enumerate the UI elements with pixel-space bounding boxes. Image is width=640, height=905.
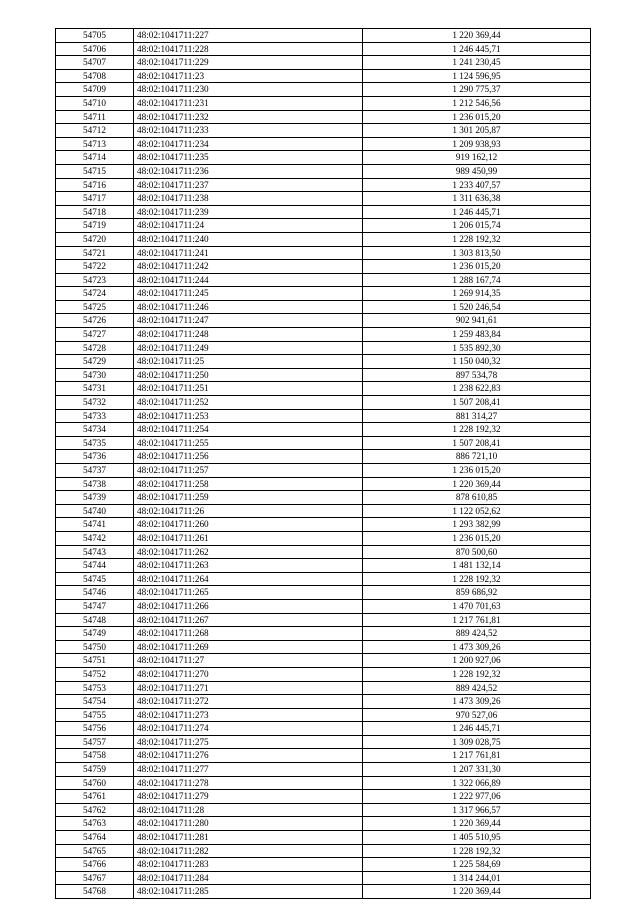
cadastral-number-cell: 48:02:1041711:280 (134, 817, 363, 831)
cadastral-value-cell: 1 228 192,32 (363, 844, 591, 858)
row-number-cell: 54708 (56, 69, 134, 83)
cadastral-number-cell: 48:02:1041711:239 (134, 205, 363, 219)
cadastral-value-cell: 1 535 892,30 (363, 341, 591, 355)
cadastral-value-cell: 1 236 015,20 (363, 260, 591, 274)
table-row (56, 368, 591, 382)
cadastral-number-cell: 48:02:1041711:242 (134, 260, 363, 274)
row-number-cell: 54745 (56, 572, 134, 586)
row-number-cell: 54712 (56, 124, 134, 138)
cadastral-value-cell: 1 200 927,06 (363, 654, 591, 668)
table-row (56, 667, 591, 681)
table-row (56, 110, 591, 124)
row-number-cell: 54719 (56, 219, 134, 233)
table-row (56, 885, 591, 899)
row-number-cell: 54714 (56, 151, 134, 165)
cadastral-value-cell: 1 217 761,81 (363, 613, 591, 627)
row-number-cell: 54739 (56, 491, 134, 505)
cadastral-value-cell: 1 212 546,56 (363, 96, 591, 110)
cadastral-number-cell: 48:02:1041711:265 (134, 586, 363, 600)
table-row (56, 137, 591, 151)
cadastral-number-cell: 48:02:1041711:23 (134, 69, 363, 83)
cadastral-number-cell: 48:02:1041711:244 (134, 273, 363, 287)
cadastral-value-cell: 897 534,78 (363, 368, 591, 382)
table-row (56, 436, 591, 450)
cadastral-number-cell: 48:02:1041711:254 (134, 423, 363, 437)
cadastral-value-cell: 1 220 369,44 (363, 885, 591, 899)
table-row (56, 640, 591, 654)
cadastral-number-cell: 48:02:1041711:234 (134, 137, 363, 151)
cadastral-value-cell: 886 721,10 (363, 450, 591, 464)
row-number-cell: 54744 (56, 559, 134, 573)
row-number-cell: 54754 (56, 695, 134, 709)
cadastral-number-cell: 48:02:1041711:245 (134, 287, 363, 301)
row-number-cell: 54746 (56, 586, 134, 600)
row-number-cell: 54768 (56, 885, 134, 899)
row-number-cell: 54732 (56, 396, 134, 410)
table-row (56, 409, 591, 423)
cadastral-number-cell: 48:02:1041711:236 (134, 164, 363, 178)
row-number-cell: 54727 (56, 328, 134, 342)
cadastral-number-cell: 48:02:1041711:270 (134, 667, 363, 681)
cadastral-value-cell: 1 246 445,71 (363, 42, 591, 56)
cadastral-value-cell: 1 150 040,32 (363, 355, 591, 369)
table-row (56, 627, 591, 641)
table-row (56, 328, 591, 342)
cadastral-value-cell: 1 220 369,44 (363, 29, 591, 43)
table-row (56, 790, 591, 804)
cadastral-number-cell: 48:02:1041711:227 (134, 29, 363, 43)
cadastral-value-cell: 1 288 167,74 (363, 273, 591, 287)
row-number-cell: 54737 (56, 464, 134, 478)
cadastral-value-cell: 1 259 483,84 (363, 328, 591, 342)
row-number-cell: 54707 (56, 56, 134, 70)
table-body (56, 29, 591, 899)
cadastral-number-cell: 48:02:1041711:259 (134, 491, 363, 505)
table-row (56, 382, 591, 396)
row-number-cell: 54743 (56, 545, 134, 559)
cadastral-number-cell: 48:02:1041711:279 (134, 790, 363, 804)
row-number-cell: 54756 (56, 722, 134, 736)
table-row (56, 29, 591, 43)
cadastral-value-cell: 1 233 407,57 (363, 178, 591, 192)
cadastral-number-cell: 48:02:1041711:231 (134, 96, 363, 110)
cadastral-value-cell: 1 236 015,20 (363, 110, 591, 124)
cadastral-number-cell: 48:02:1041711:260 (134, 518, 363, 532)
table-row (56, 817, 591, 831)
cadastral-value-cell: 1 207 331,30 (363, 763, 591, 777)
cadastral-value-cell: 1 220 369,44 (363, 477, 591, 491)
cadastral-value-cell: 1 228 192,32 (363, 667, 591, 681)
row-number-cell: 54736 (56, 450, 134, 464)
row-number-cell: 54726 (56, 314, 134, 328)
table-row (56, 545, 591, 559)
row-number-cell: 54733 (56, 409, 134, 423)
row-number-cell: 54734 (56, 423, 134, 437)
cadastral-number-cell: 48:02:1041711:251 (134, 382, 363, 396)
cadastral-value-cell: 1 225 584,69 (363, 858, 591, 872)
cadastral-value-cell: 1 206 015,74 (363, 219, 591, 233)
table-row (56, 450, 591, 464)
cadastral-value-cell: 1 236 015,20 (363, 464, 591, 478)
table-row (56, 477, 591, 491)
row-number-cell: 54738 (56, 477, 134, 491)
table-row (56, 341, 591, 355)
cadastral-number-cell: 48:02:1041711:273 (134, 708, 363, 722)
cadastral-value-cell: 1 470 701,63 (363, 599, 591, 613)
table-row (56, 192, 591, 206)
cadastral-value-cell: 1 269 914,35 (363, 287, 591, 301)
table-row (56, 83, 591, 97)
cadastral-number-cell: 48:02:1041711:263 (134, 559, 363, 573)
cadastral-number-cell: 48:02:1041711:249 (134, 341, 363, 355)
cadastral-value-cell: 1 228 192,32 (363, 572, 591, 586)
table-row (56, 858, 591, 872)
row-number-cell: 54767 (56, 871, 134, 885)
table-row (56, 151, 591, 165)
row-number-cell: 54728 (56, 341, 134, 355)
table-row (56, 572, 591, 586)
cadastral-number-cell: 48:02:1041711:256 (134, 450, 363, 464)
cadastral-number-cell: 48:02:1041711:28 (134, 803, 363, 817)
cadastral-value-cell: 1 290 775,37 (363, 83, 591, 97)
table-row (56, 749, 591, 763)
row-number-cell: 54747 (56, 599, 134, 613)
table-row (56, 423, 591, 437)
cadastral-value-cell: 1 507 208,41 (363, 436, 591, 450)
table-row (56, 613, 591, 627)
cadastral-number-cell: 48:02:1041711:261 (134, 531, 363, 545)
row-number-cell: 54752 (56, 667, 134, 681)
row-number-cell: 54749 (56, 627, 134, 641)
cadastral-value-cell: 1 314 244,01 (363, 871, 591, 885)
row-number-cell: 54729 (56, 355, 134, 369)
row-number-cell: 54716 (56, 178, 134, 192)
row-number-cell: 54709 (56, 83, 134, 97)
cadastral-number-cell: 48:02:1041711:274 (134, 722, 363, 736)
table-row (56, 56, 591, 70)
row-number-cell: 54713 (56, 137, 134, 151)
row-number-cell: 54720 (56, 232, 134, 246)
cadastral-value-cell: 1 507 208,41 (363, 396, 591, 410)
table-row (56, 69, 591, 83)
cadastral-value-cell: 1 122 052,62 (363, 504, 591, 518)
cadastral-number-cell: 48:02:1041711:247 (134, 314, 363, 328)
table-row (56, 314, 591, 328)
cadastral-value-table (55, 28, 591, 899)
cadastral-number-cell: 48:02:1041711:240 (134, 232, 363, 246)
cadastral-value-cell: 1 217 761,81 (363, 749, 591, 763)
row-number-cell: 54760 (56, 776, 134, 790)
table-row (56, 518, 591, 532)
row-number-cell: 54740 (56, 504, 134, 518)
cadastral-number-cell: 48:02:1041711:228 (134, 42, 363, 56)
cadastral-value-cell: 878 610,85 (363, 491, 591, 505)
cadastral-number-cell: 48:02:1041711:282 (134, 844, 363, 858)
cadastral-number-cell: 48:02:1041711:278 (134, 776, 363, 790)
row-number-cell: 54705 (56, 29, 134, 43)
cadastral-value-cell: 1 246 445,71 (363, 205, 591, 219)
cadastral-number-cell: 48:02:1041711:232 (134, 110, 363, 124)
cadastral-value-cell: 902 941,61 (363, 314, 591, 328)
table-row (56, 124, 591, 138)
cadastral-number-cell: 48:02:1041711:266 (134, 599, 363, 613)
table-row (56, 287, 591, 301)
table-row (56, 42, 591, 56)
cadastral-value-cell: 970 527,06 (363, 708, 591, 722)
cadastral-value-cell: 1 222 977,06 (363, 790, 591, 804)
table-row (56, 205, 591, 219)
table-row (56, 871, 591, 885)
cadastral-value-cell: 1 322 066,89 (363, 776, 591, 790)
table-row (56, 219, 591, 233)
cadastral-number-cell: 48:02:1041711:237 (134, 178, 363, 192)
row-number-cell: 54721 (56, 246, 134, 260)
row-number-cell: 54751 (56, 654, 134, 668)
row-number-cell: 54718 (56, 205, 134, 219)
cadastral-value-cell: 1 473 309,26 (363, 640, 591, 654)
cadastral-number-cell: 48:02:1041711:27 (134, 654, 363, 668)
cadastral-number-cell: 48:02:1041711:276 (134, 749, 363, 763)
row-number-cell: 54753 (56, 681, 134, 695)
row-number-cell: 54755 (56, 708, 134, 722)
cadastral-value-cell: 1 405 510,95 (363, 831, 591, 845)
cadastral-number-cell: 48:02:1041711:262 (134, 545, 363, 559)
cadastral-value-cell: 1 228 192,32 (363, 423, 591, 437)
row-number-cell: 54723 (56, 273, 134, 287)
row-number-cell: 54710 (56, 96, 134, 110)
row-number-cell: 54715 (56, 164, 134, 178)
row-number-cell: 54748 (56, 613, 134, 627)
cadastral-value-cell: 919 162,12 (363, 151, 591, 165)
cadastral-value-cell: 1 246 445,71 (363, 722, 591, 736)
cadastral-number-cell: 48:02:1041711:246 (134, 300, 363, 314)
row-number-cell: 54757 (56, 735, 134, 749)
cadastral-number-cell: 48:02:1041711:284 (134, 871, 363, 885)
cadastral-value-cell: 1 309 028,75 (363, 735, 591, 749)
cadastral-number-cell: 48:02:1041711:277 (134, 763, 363, 777)
cadastral-number-cell: 48:02:1041711:250 (134, 368, 363, 382)
table-row (56, 232, 591, 246)
row-number-cell: 54762 (56, 803, 134, 817)
table-row (56, 695, 591, 709)
cadastral-number-cell: 48:02:1041711:25 (134, 355, 363, 369)
cadastral-number-cell: 48:02:1041711:248 (134, 328, 363, 342)
table-row (56, 164, 591, 178)
cadastral-value-cell: 1 220 369,44 (363, 817, 591, 831)
table-row (56, 96, 591, 110)
cadastral-number-cell: 48:02:1041711:252 (134, 396, 363, 410)
row-number-cell: 54765 (56, 844, 134, 858)
cadastral-value-cell: 1 238 622,83 (363, 382, 591, 396)
row-number-cell: 54758 (56, 749, 134, 763)
cadastral-value-cell: 1 228 192,32 (363, 232, 591, 246)
cadastral-number-cell: 48:02:1041711:241 (134, 246, 363, 260)
cadastral-value-cell: 1 473 309,26 (363, 695, 591, 709)
row-number-cell: 54761 (56, 790, 134, 804)
cadastral-number-cell: 48:02:1041711:264 (134, 572, 363, 586)
cadastral-value-cell: 1 311 636,38 (363, 192, 591, 206)
table-row (56, 654, 591, 668)
row-number-cell: 54722 (56, 260, 134, 274)
cadastral-value-cell: 1 241 230,45 (363, 56, 591, 70)
cadastral-number-cell: 48:02:1041711:281 (134, 831, 363, 845)
row-number-cell: 54725 (56, 300, 134, 314)
row-number-cell: 54711 (56, 110, 134, 124)
cadastral-number-cell: 48:02:1041711:233 (134, 124, 363, 138)
cadastral-value-cell: 1 520 246,54 (363, 300, 591, 314)
table-row (56, 586, 591, 600)
cadastral-value-cell: 1 236 015,20 (363, 531, 591, 545)
table-row (56, 844, 591, 858)
row-number-cell: 54750 (56, 640, 134, 654)
row-number-cell: 54706 (56, 42, 134, 56)
cadastral-number-cell: 48:02:1041711:258 (134, 477, 363, 491)
row-number-cell: 54731 (56, 382, 134, 396)
table-row (56, 559, 591, 573)
cadastral-number-cell: 48:02:1041711:283 (134, 858, 363, 872)
cadastral-number-cell: 48:02:1041711:271 (134, 681, 363, 695)
row-number-cell: 54741 (56, 518, 134, 532)
row-number-cell: 54766 (56, 858, 134, 872)
cadastral-number-cell: 48:02:1041711:255 (134, 436, 363, 450)
cadastral-number-cell: 48:02:1041711:268 (134, 627, 363, 641)
table-row (56, 708, 591, 722)
table-row (56, 681, 591, 695)
cadastral-number-cell: 48:02:1041711:267 (134, 613, 363, 627)
row-number-cell: 54742 (56, 531, 134, 545)
table-row (56, 599, 591, 613)
row-number-cell: 54763 (56, 817, 134, 831)
table-row (56, 504, 591, 518)
table-row (56, 396, 591, 410)
cadastral-value-cell: 989 450,99 (363, 164, 591, 178)
table-row (56, 246, 591, 260)
table-row (56, 300, 591, 314)
table-row (56, 722, 591, 736)
cadastral-number-cell: 48:02:1041711:257 (134, 464, 363, 478)
cadastral-number-cell: 48:02:1041711:230 (134, 83, 363, 97)
cadastral-number-cell: 48:02:1041711:269 (134, 640, 363, 654)
table-row (56, 776, 591, 790)
cadastral-number-cell: 48:02:1041711:26 (134, 504, 363, 518)
cadastral-value-cell: 1 301 205,87 (363, 124, 591, 138)
cadastral-value-cell: 1 317 966,57 (363, 803, 591, 817)
table-row (56, 735, 591, 749)
cadastral-value-cell: 1 209 938,93 (363, 137, 591, 151)
cadastral-value-cell: 1 303 813,50 (363, 246, 591, 260)
cadastral-value-cell: 889 424,52 (363, 681, 591, 695)
cadastral-value-cell: 859 686,92 (363, 586, 591, 600)
row-number-cell: 54759 (56, 763, 134, 777)
cadastral-value-cell: 889 424,52 (363, 627, 591, 641)
table-row (56, 464, 591, 478)
row-number-cell: 54724 (56, 287, 134, 301)
row-number-cell: 54717 (56, 192, 134, 206)
table-row (56, 260, 591, 274)
cadastral-value-cell: 1 124 596,95 (363, 69, 591, 83)
table-row (56, 273, 591, 287)
cadastral-number-cell: 48:02:1041711:229 (134, 56, 363, 70)
cadastral-number-cell: 48:02:1041711:275 (134, 735, 363, 749)
cadastral-number-cell: 48:02:1041711:272 (134, 695, 363, 709)
cadastral-value-cell: 881 314,27 (363, 409, 591, 423)
table-row (56, 531, 591, 545)
cadastral-value-cell: 1 293 382,99 (363, 518, 591, 532)
row-number-cell: 54764 (56, 831, 134, 845)
table-row (56, 803, 591, 817)
table-row (56, 355, 591, 369)
cadastral-value-cell: 870 500,60 (363, 545, 591, 559)
cadastral-value-table-wrapper (55, 28, 590, 899)
cadastral-value-cell: 1 481 132,14 (363, 559, 591, 573)
cadastral-number-cell: 48:02:1041711:285 (134, 885, 363, 899)
table-row (56, 763, 591, 777)
cadastral-number-cell: 48:02:1041711:235 (134, 151, 363, 165)
table-row (56, 831, 591, 845)
row-number-cell: 54735 (56, 436, 134, 450)
table-row (56, 178, 591, 192)
table-row (56, 491, 591, 505)
cadastral-number-cell: 48:02:1041711:24 (134, 219, 363, 233)
cadastral-number-cell: 48:02:1041711:253 (134, 409, 363, 423)
row-number-cell: 54730 (56, 368, 134, 382)
cadastral-number-cell: 48:02:1041711:238 (134, 192, 363, 206)
